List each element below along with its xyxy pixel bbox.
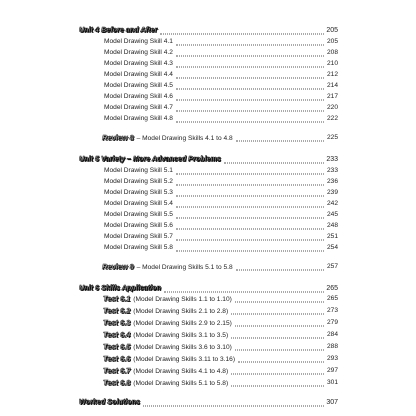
leader-dots [176,90,336,101]
leader-dots [160,24,336,35]
test-label [103,294,234,305]
leader-dots [176,46,336,57]
test-page: 297 [326,367,338,374]
test-text: (Model Drawing Skills 3.6 to 3.10) [133,344,232,351]
test-label [103,306,230,317]
review9-entry [0,262,416,272]
leader-dots [224,153,336,164]
worked-solutions-heading [0,398,416,408]
toc-entry [0,243,416,253]
leader-dots [231,364,336,375]
entry-label: Model Drawing Skill 4.6 [104,93,173,100]
leader-dots [231,376,336,387]
leader-dots [231,304,336,315]
test-label [103,378,230,389]
unit5-heading [0,155,416,165]
test-title: Test 6.6 [103,354,131,363]
test-entry [0,354,416,364]
test-title: Test 6.3 [103,318,131,327]
entry-label: Model Drawing Skill 5.4 [104,200,173,207]
test-entry [0,342,416,352]
entry-page: 248 [326,222,338,229]
entry-label: Model Drawing Skill 4.1 [104,38,173,45]
test-entry [0,294,416,304]
leader-dots [176,230,336,241]
review8-page: 225 [326,134,338,141]
leader-dots [176,68,336,79]
leader-dots [176,208,336,219]
entry-label: Model Drawing Skill 5.3 [104,189,173,196]
entry-label: Model Drawing Skill 4.8 [104,115,173,122]
review8-entry [0,133,416,143]
leader-dots [176,79,336,90]
leader-dots [176,197,336,208]
unit5-title: Unit 5 Variety – More Advanced Problems [79,156,221,163]
test-label [103,342,234,353]
entry-label: Model Drawing Skill 4.7 [104,104,173,111]
entry-page: 212 [326,71,338,78]
worked-solutions-title: Worked Solutions [79,399,140,406]
test-page: 284 [326,331,338,338]
leader-dots [235,340,336,351]
leader-dots [176,164,336,175]
leader-dots [236,131,336,142]
review9-page: 257 [326,263,338,270]
test-page: 273 [326,307,338,314]
entry-page: 242 [326,200,338,207]
unit6-page: 265 [326,285,338,292]
entry-page: 245 [326,211,338,218]
leader-dots [176,35,336,46]
test-text: (Model Drawing Skills 2.1 to 2.8) [133,308,229,315]
test-label [103,354,237,365]
leader-dots [176,101,336,112]
test-entry [0,330,416,340]
entry-label: Model Drawing Skill 5.6 [104,222,173,229]
entry-page: 205 [326,38,338,45]
review8-text: – Model Drawing Skills 4.1 to 4.8 [136,135,233,142]
test-text: (Model Drawing Skills 4.1 to 4.8) [133,368,229,375]
entry-page: 208 [326,49,338,56]
review9-text: – Model Drawing Skills 5.1 to 5.8 [136,264,233,271]
review9-title: Review 9 [102,262,134,271]
entry-page: 236 [326,178,338,185]
unit6-title: Unit 6 Skills Application [79,285,161,292]
review9-label [102,262,235,273]
review8-label [102,133,235,144]
toc-entry [0,114,416,124]
leader-dots [176,112,336,123]
test-text: (Model Drawing Skills 2.9 to 2.15) [133,320,232,327]
leader-dots [176,57,336,68]
entry-page: 222 [326,115,338,122]
leader-dots [176,219,336,230]
test-text: (Model Drawing Skills 3.11 to 3.16) [133,356,236,363]
entry-label: Model Drawing Skill 4.2 [104,49,173,56]
unit4-title: Unit 4 Before and After [79,27,158,34]
test-page: 279 [326,319,338,326]
entry-label: Model Drawing Skill 5.5 [104,211,173,218]
test-title: Test 6.8 [103,378,131,387]
entry-page: 217 [326,93,338,100]
entry-label: Model Drawing Skill 5.7 [104,233,173,240]
entry-label: Model Drawing Skill 5.1 [104,167,173,174]
test-label [103,366,230,377]
test-text: (Model Drawing Skills 3.1 to 3.5) [133,332,229,339]
test-page: 288 [326,343,338,350]
leader-dots [176,186,336,197]
test-text: (Model Drawing Skills 1.1 to 1.10) [133,296,232,303]
test-entry [0,318,416,328]
unit4-page: 205 [326,27,338,34]
entry-page: 214 [326,82,338,89]
leader-dots [235,292,336,303]
test-title: Test 6.7 [103,366,131,375]
unit6-heading [0,284,416,294]
entry-label: Model Drawing Skill 4.3 [104,60,173,67]
entry-label: Model Drawing Skill 5.2 [104,178,173,185]
leader-dots [143,396,336,407]
test-text: (Model Drawing Skills 5.1 to 5.8) [133,380,229,387]
test-label [103,330,230,341]
entry-page: 220 [326,104,338,111]
test-title: Test 6.2 [103,306,131,315]
test-title: Test 6.5 [103,342,131,351]
test-page: 301 [326,379,338,386]
test-page: 293 [326,355,338,362]
test-entry [0,306,416,316]
leader-dots [235,316,336,327]
entry-page: 239 [326,189,338,196]
leader-dots [176,241,336,252]
test-page: 265 [326,295,338,302]
entry-page: 233 [326,167,338,174]
entry-label: Model Drawing Skill 4.5 [104,82,173,89]
unit5-page: 233 [326,156,338,163]
review8-title: Review 8 [102,133,134,142]
leader-dots [176,175,336,186]
test-title: Test 6.1 [103,294,131,303]
entry-page: 251 [326,233,338,240]
entry-page: 254 [326,244,338,251]
test-entry [0,366,416,376]
test-title: Test 6.4 [103,330,131,339]
entry-label: Model Drawing Skill 5.8 [104,244,173,251]
entry-page: 210 [326,60,338,67]
entry-label: Model Drawing Skill 4.4 [104,71,173,78]
leader-dots [236,260,336,271]
worked-solutions-page: 307 [326,399,338,406]
test-label [103,318,234,329]
leader-dots [238,352,336,363]
leader-dots [231,328,336,339]
test-entry [0,378,416,388]
